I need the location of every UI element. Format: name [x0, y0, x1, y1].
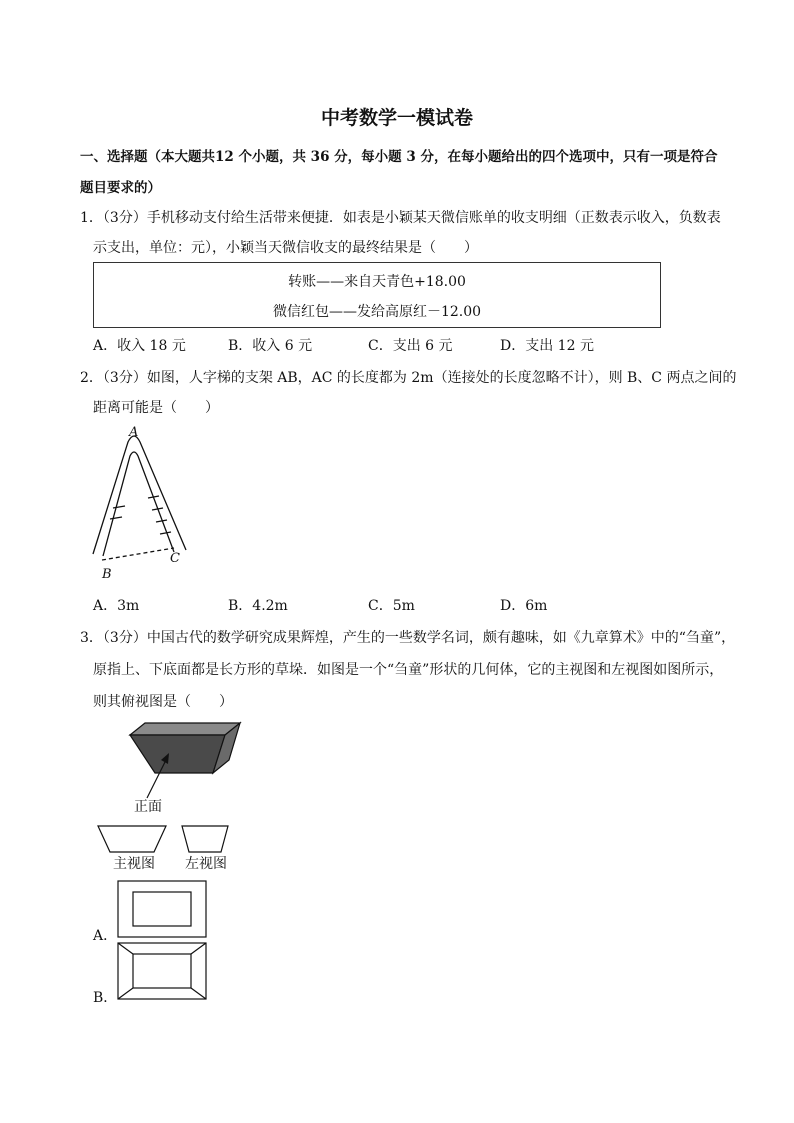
q2-text-line1: 2．（3分）如图，人字梯的支架 AB，AC 的长度都为 2m（连接处的长度忽略不计），则 B、C 两点之间的 — [80, 370, 737, 386]
ladder-left-leg-outer — [93, 436, 186, 554]
q3-text-line2: 原指上、下底面都是长方形的草垛．如图是一个“刍童”形状的几何体，它的主视图和左视图如图所示， — [93, 662, 724, 678]
ladder-rung — [110, 517, 122, 519]
ladder-rung — [113, 506, 125, 508]
label-c: C — [170, 551, 180, 566]
q2-option-d: D．6m — [500, 598, 548, 614]
q2-option-a: A．3m — [93, 598, 140, 614]
q1-option-a: A．收入 18 元 — [93, 338, 186, 354]
ladder-dashed-bc — [102, 548, 174, 560]
q1-text-line2: 示支出，单位：元），小颖当天微信收支的最终结果是（ ） — [93, 240, 478, 256]
q3-option-a-label: A． — [93, 928, 118, 944]
page-title: 中考数学一模试卷 — [320, 107, 473, 129]
main-view-figure — [97, 825, 167, 853]
q2-option-c: C．5m — [368, 598, 415, 614]
ladder-figure — [90, 424, 200, 584]
ladder-rung — [160, 532, 171, 534]
label-a: A — [129, 425, 139, 440]
chutong-solid-figure — [125, 718, 245, 803]
section-heading-line2: 题目要求的） — [80, 180, 161, 196]
label-b: B — [102, 567, 112, 582]
q1-table-row-1: 转账——来自天青色+18.00 — [288, 274, 466, 290]
q1-option-b: B．收入 6 元 — [228, 338, 313, 354]
q3-option-b-label: B． — [93, 990, 118, 1006]
q1-option-c: C．支出 6 元 — [368, 338, 453, 354]
q1-table-row-2: 微信红包——发给高原红－12.00 — [272, 304, 482, 320]
left-view-figure — [181, 825, 229, 853]
q1-option-d: D．支出 12 元 — [500, 338, 594, 354]
front-label: 正面 — [134, 799, 162, 815]
main-view-label: 主视图 — [113, 856, 155, 872]
section-heading-line1: 一、选择题（本大题共12 个小题，共 36 分，每小题 3 分，在每小题给出的四个选项中，只有一项是符合 — [80, 149, 718, 165]
q2-option-b: B．4.2m — [228, 598, 288, 614]
q2-text-line2: 距离可能是（ ） — [93, 400, 219, 416]
ladder-left-leg-inner — [103, 452, 174, 556]
q3-option-a-figure — [117, 880, 207, 938]
q1-bill-table — [93, 262, 661, 328]
q3-option-b-figure — [117, 942, 207, 1000]
q1-text-line1: 1．（3分）手机移动支付给生活带来便捷．如表是小颖某天微信账单的收支明细（正数表示收入，负数表 — [80, 210, 721, 226]
q3-text-line3: 则其俯视图是（ ） — [93, 694, 233, 710]
left-view-label: 左视图 — [185, 856, 227, 872]
q3-text-line1: 3．（3分）中国古代的数学研究成果辉煌，产生的一些数学名词，颇有趣味，如《九章算术》中的“刍童”， — [80, 630, 736, 646]
